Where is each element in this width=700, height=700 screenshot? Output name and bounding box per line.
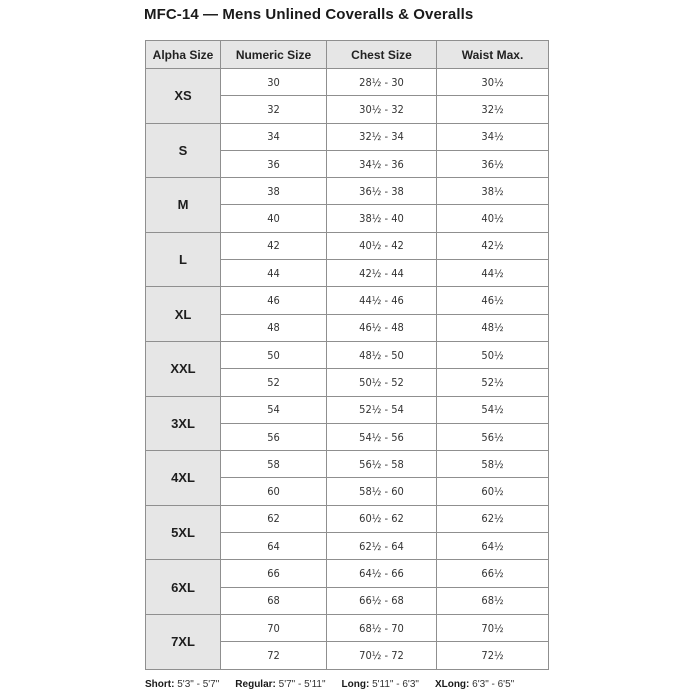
alpha-size-cell: XS <box>146 69 221 124</box>
height-legend-value: 6'3" - 6'5" <box>472 679 515 690</box>
height-legend-label: Short: <box>145 679 175 690</box>
numeric-size-cell: 48 <box>221 314 327 341</box>
chest-size-cell: 56½ - 58 <box>327 451 437 478</box>
numeric-size-cell: 36 <box>221 150 327 177</box>
numeric-size-cell: 72 <box>221 642 327 669</box>
waist-max-cell: 56½ <box>437 423 549 450</box>
waist-max-cell: 58½ <box>437 451 549 478</box>
waist-max-cell: 36½ <box>437 150 549 177</box>
height-legend-item <box>342 679 419 690</box>
numeric-size-cell: 32 <box>221 96 327 123</box>
alpha-size-cell: S <box>146 123 221 178</box>
alpha-size-cell: L <box>146 232 221 287</box>
page-title: MFC-14 — Mens Unlined Coveralls & Overalls <box>144 6 474 23</box>
table-row <box>146 614 549 641</box>
chest-size-cell: 42½ - 44 <box>327 260 437 287</box>
numeric-size-cell: 58 <box>221 451 327 478</box>
chest-size-cell: 44½ - 46 <box>327 287 437 314</box>
waist-max-cell: 64½ <box>437 533 549 560</box>
table-row <box>146 69 549 96</box>
waist-max-cell: 38½ <box>437 178 549 205</box>
chest-size-cell: 52½ - 54 <box>327 396 437 423</box>
numeric-size-cell: 60 <box>221 478 327 505</box>
waist-max-cell: 66½ <box>437 560 549 587</box>
alpha-size-cell: 7XL <box>146 614 221 669</box>
numeric-size-cell: 42 <box>221 232 327 259</box>
chest-size-cell: 38½ - 40 <box>327 205 437 232</box>
numeric-size-cell: 64 <box>221 533 327 560</box>
alpha-size-cell: 6XL <box>146 560 221 615</box>
height-legend-label: Regular: <box>235 679 276 690</box>
numeric-size-cell: 66 <box>221 560 327 587</box>
waist-max-cell: 32½ <box>437 96 549 123</box>
waist-max-cell: 60½ <box>437 478 549 505</box>
height-legend-item <box>145 679 219 690</box>
numeric-size-cell: 46 <box>221 287 327 314</box>
height-legend-label: XLong: <box>434 679 470 690</box>
chest-size-cell: 36½ - 38 <box>327 178 437 205</box>
table-header-row <box>146 41 549 69</box>
waist-max-cell: 54½ <box>437 396 549 423</box>
chest-size-cell: 70½ - 72 <box>327 642 437 669</box>
chest-size-cell: 30½ - 32 <box>327 96 437 123</box>
chest-size-cell: 60½ - 62 <box>327 505 437 532</box>
chest-size-cell: 34½ - 36 <box>327 150 437 177</box>
numeric-size-cell: 56 <box>221 423 327 450</box>
numeric-size-cell: 50 <box>221 341 327 368</box>
table-row <box>146 232 549 259</box>
numeric-size-cell: 34 <box>221 123 327 150</box>
alpha-size-cell: XXL <box>146 341 221 396</box>
alpha-size-cell: 5XL <box>146 505 221 560</box>
table-body <box>146 69 549 670</box>
header-numeric-size: Numeric Size <box>221 41 327 69</box>
height-legend-label: Long: <box>341 679 370 690</box>
table-row <box>146 560 549 587</box>
table-row <box>146 341 549 368</box>
chest-size-cell: 64½ - 66 <box>327 560 437 587</box>
chest-size-cell: 62½ - 64 <box>327 533 437 560</box>
waist-max-cell: 62½ <box>437 505 549 532</box>
chest-size-cell: 68½ - 70 <box>327 614 437 641</box>
height-legend <box>145 679 530 690</box>
table-row <box>146 505 549 532</box>
waist-max-cell: 30½ <box>437 69 549 96</box>
alpha-size-cell: 4XL <box>146 451 221 506</box>
header-waist-max: Waist Max. <box>437 41 549 69</box>
alpha-size-cell: XL <box>146 287 221 342</box>
chest-size-cell: 48½ - 50 <box>327 341 437 368</box>
chest-size-cell: 66½ - 68 <box>327 587 437 614</box>
height-legend-value: 5'7" - 5'11" <box>278 679 326 690</box>
size-chart-table <box>145 40 549 670</box>
numeric-size-cell: 62 <box>221 505 327 532</box>
table-row <box>146 123 549 150</box>
waist-max-cell: 50½ <box>437 341 549 368</box>
alpha-size-cell: M <box>146 178 221 233</box>
table-row <box>146 396 549 423</box>
header-chest-size: Chest Size <box>327 41 437 69</box>
chest-size-cell: 54½ - 56 <box>327 423 437 450</box>
waist-max-cell: 68½ <box>437 587 549 614</box>
table-row <box>146 451 549 478</box>
header-alpha-size: Alpha Size <box>146 41 221 69</box>
chest-size-cell: 50½ - 52 <box>327 369 437 396</box>
waist-max-cell: 42½ <box>437 232 549 259</box>
waist-max-cell: 52½ <box>437 369 549 396</box>
chest-size-cell: 40½ - 42 <box>327 232 437 259</box>
height-legend-item <box>435 679 514 690</box>
waist-max-cell: 72½ <box>437 642 549 669</box>
waist-max-cell: 44½ <box>437 260 549 287</box>
height-legend-item <box>235 679 325 690</box>
chest-size-cell: 46½ - 48 <box>327 314 437 341</box>
alpha-size-cell: 3XL <box>146 396 221 451</box>
chest-size-cell: 32½ - 34 <box>327 123 437 150</box>
waist-max-cell: 48½ <box>437 314 549 341</box>
numeric-size-cell: 38 <box>221 178 327 205</box>
waist-max-cell: 70½ <box>437 614 549 641</box>
waist-max-cell: 40½ <box>437 205 549 232</box>
table-row <box>146 178 549 205</box>
numeric-size-cell: 30 <box>221 69 327 96</box>
height-legend-value: 5'3" - 5'7" <box>177 679 220 690</box>
numeric-size-cell: 40 <box>221 205 327 232</box>
table-row <box>146 287 549 314</box>
waist-max-cell: 46½ <box>437 287 549 314</box>
numeric-size-cell: 44 <box>221 260 327 287</box>
chest-size-cell: 58½ - 60 <box>327 478 437 505</box>
numeric-size-cell: 52 <box>221 369 327 396</box>
chest-size-cell: 28½ - 30 <box>327 69 437 96</box>
height-legend-value: 5'11" - 6'3" <box>372 679 419 690</box>
numeric-size-cell: 70 <box>221 614 327 641</box>
waist-max-cell: 34½ <box>437 123 549 150</box>
numeric-size-cell: 54 <box>221 396 327 423</box>
numeric-size-cell: 68 <box>221 587 327 614</box>
